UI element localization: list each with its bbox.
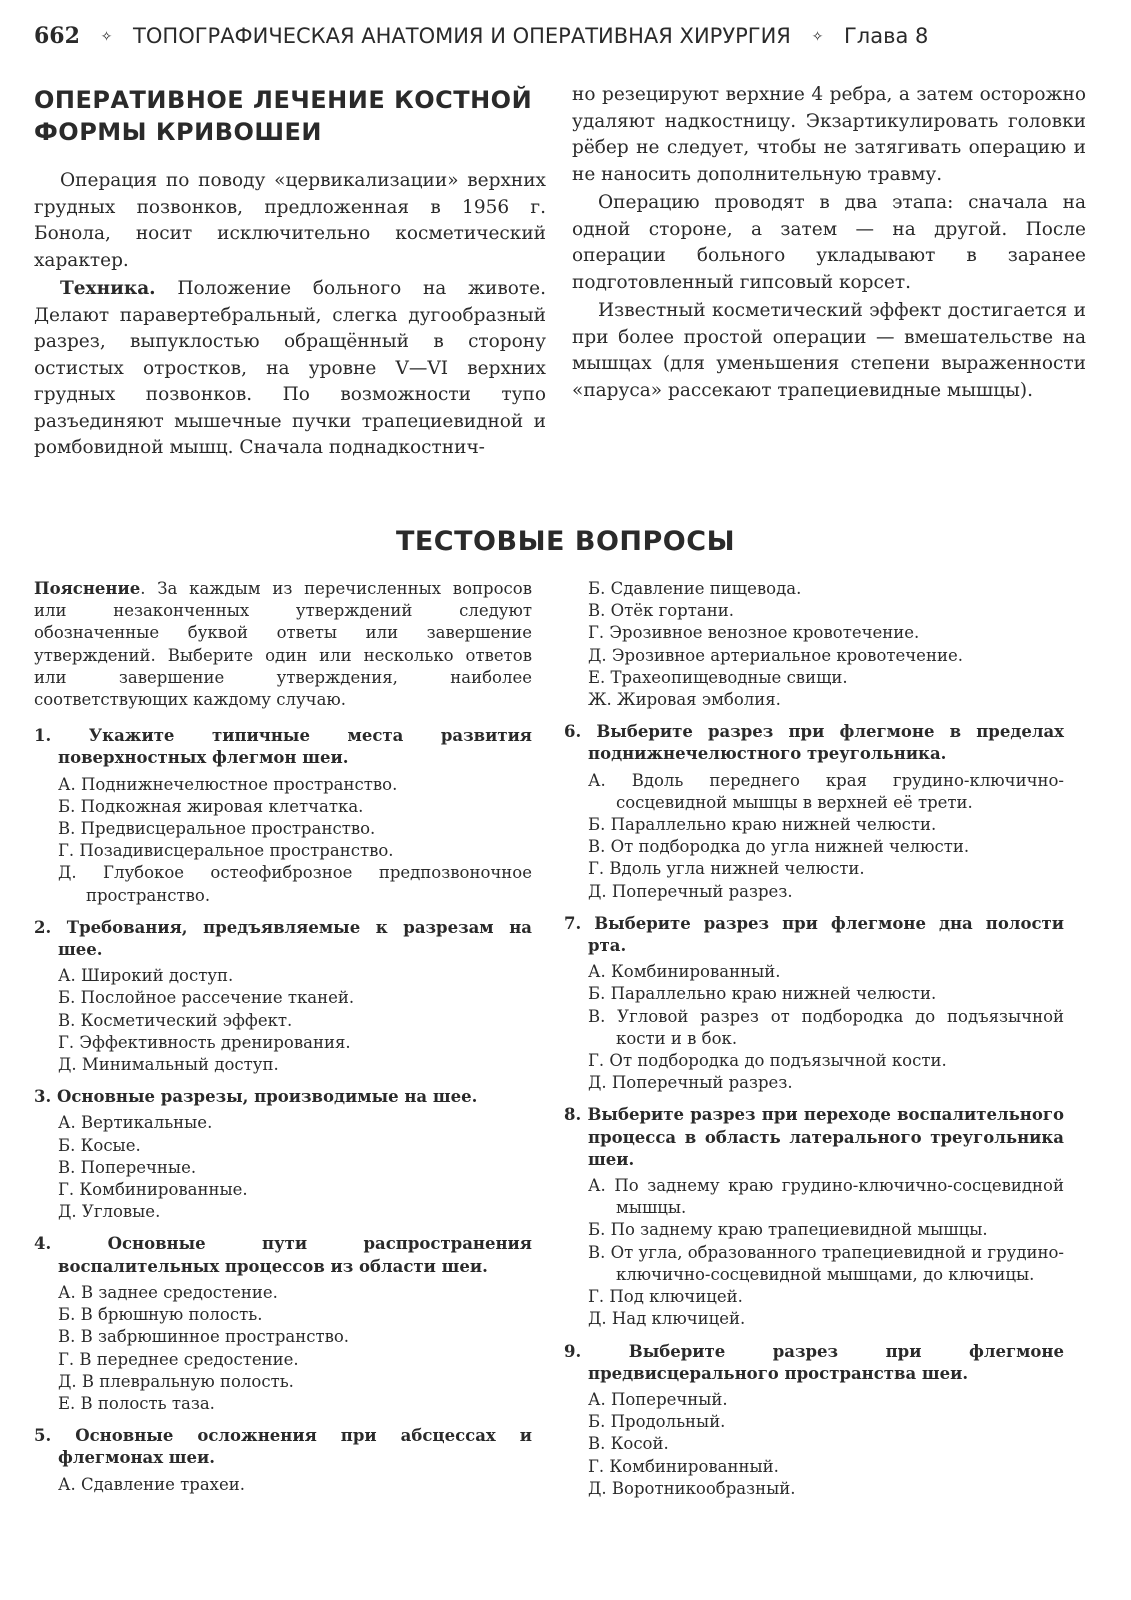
question-text: 8. Выберите разрез при переходе воспалительного процесса в область латерального треугольника шеи. — [564, 1105, 1064, 1169]
answer-option: Б. Сдавление пищевода. — [588, 579, 802, 598]
separator-icon: ✧ — [100, 29, 113, 45]
answer-option: Б. В брюшную полость. — [58, 1305, 263, 1325]
answer-option: А. Комбинированный. — [588, 962, 781, 982]
explanation-label: Пояснение — [34, 579, 141, 598]
answer-option: Б. Параллельно краю нижней челюсти. — [588, 984, 937, 1004]
answer-option: В. Косметический эффект. — [58, 1010, 293, 1030]
question-text: 9. Выберите разрез при флегмоне предвисцерального пространства шеи. — [564, 1341, 1064, 1383]
answer-option: Б. Параллельно краю нижней челюсти. — [588, 815, 937, 835]
answer-option: Д. Эрозивное артериальное кровотечение. — [588, 645, 963, 665]
answer-option: Г. Под ключицей. — [588, 1287, 743, 1307]
answer-option: А. Сдавление трахеи. — [58, 1474, 245, 1494]
answer-option: Г. Эрозивное венозное кровотечение. — [588, 623, 920, 643]
paragraph: но резецируют верхние 4 ребра, а затем осторожно удаляют надкостницу. Экзартикулировать головки рёбер не следует, чтобы не затягивать операцию и не наносить дополнительную травму. — [572, 84, 1086, 185]
answer-option: Д. Угловые. — [58, 1202, 161, 1222]
question-text: 4. Основные пути распространения воспалительных процессов из области шеи. — [34, 1234, 532, 1276]
explanation — [34, 578, 532, 711]
answer-option: А. В заднее средостение. — [58, 1282, 278, 1302]
question-5-continued — [564, 578, 1064, 711]
answer-option: Ж. Жировая эмболия. — [588, 690, 781, 710]
answer-option: Д. Воротникообразный. — [588, 1478, 796, 1498]
answer-option: Б. Послойное рассечение тканей. — [58, 988, 355, 1008]
chapter-label: Глава 8 — [844, 24, 929, 48]
answer-option: Г. Позадивисцеральное пространство. — [58, 841, 394, 861]
paragraph: Известный косметический эффект достигается и при более простой операции — вмешательстве на мышцах (для уменьшения степени выраженности «паруса» рассекают трапециевидные мышцы). — [572, 300, 1086, 401]
question-3 — [34, 1086, 532, 1223]
answer-option: А. Поднижнечелюстное пространство. — [58, 774, 398, 794]
answer-option: Д. Над ключицей. — [588, 1309, 746, 1329]
question-1 — [34, 725, 532, 907]
question-9 — [564, 1341, 1064, 1500]
question-text: 5. Основные осложнения при абсцессах и флегмонах шеи. — [34, 1426, 532, 1468]
section-body-right — [572, 82, 1086, 404]
question-4 — [34, 1233, 532, 1415]
answer-option: В. Поперечные. — [58, 1157, 197, 1177]
answer-option: В. В забрюшинное пространство. — [58, 1327, 350, 1347]
answer-option: Б. Продольный. — [588, 1412, 726, 1432]
answer-option: В. От угла, образованного трапециевидной и грудино-ключично-сосцевидной мышцами, до ключицы. — [588, 1242, 1064, 1284]
answer-option: А. Вертикальные. — [58, 1113, 213, 1133]
section-heading: ОПЕРАТИВНОЕ ЛЕЧЕНИЕ КОСТНОЙ ФОРМЫ КРИВОШЕИ — [34, 86, 533, 146]
book-title: ТОПОГРАФИЧЕСКАЯ АНАТОМИЯ И ОПЕРАТИВНАЯ ХИРУРГИЯ — [133, 24, 791, 48]
answer-option: А. Широкий доступ. — [58, 966, 234, 986]
answer-option: Г. От подбородка до подъязычной кости. — [588, 1051, 947, 1071]
question-text: 2. Требования, предъявляемые к разрезам на шее. — [34, 917, 532, 960]
question-7 — [564, 913, 1064, 1095]
paragraph-text: Положение больного на животе. Делают паравертебральный, слегка дугообразный разрез, выпуклостью обращённый в сторону остистых отростков, на уровне V—VI верхних грудных позвонков. По возможности тупо разъединяют мышечные пучки трапециевидной и ромбовидной мышц. Сначала поднадкостнич- — [34, 278, 546, 458]
answer-option: Е. В полость таза. — [58, 1393, 215, 1413]
answer-option: Б. Подкожная жировая клетчатка. — [58, 796, 364, 816]
tests-heading: ТЕСТОВЫЕ ВОПРОСЫ — [395, 526, 736, 557]
answer-option: В. Отёк гортани. — [588, 601, 734, 621]
answer-option: Д. В плевральную полость. — [58, 1371, 294, 1391]
answer-option: Б. По заднему краю трапециевидной мышцы. — [588, 1220, 988, 1240]
answer-option: В. Предвисцеральное пространство. — [58, 819, 376, 839]
technique-label: Техника. — [60, 278, 156, 299]
page-number: 662 — [34, 23, 80, 49]
question-6 — [564, 721, 1064, 903]
answer-option: Е. Трахеопищеводные свищи. — [588, 667, 848, 687]
answer-option: А. Поперечный. — [588, 1389, 728, 1409]
answer-option: Г. В переднее средостение. — [58, 1349, 299, 1369]
answer-option: Г. Вдоль угла нижней челюсти. — [588, 859, 865, 879]
answer-option: Д. Минимальный доступ. — [58, 1055, 279, 1075]
paragraph: Операция по поводу «цервикализации» верхних грудных позвонков, предложенная в 1956 г. Бонола, носит исключительно косметический характер. — [34, 170, 546, 271]
questions-right-column — [564, 578, 1064, 1510]
answer-option: Д. Глубокое остеофиброзное предпозвоночное пространство. — [58, 863, 532, 905]
answer-option: А. Вдоль переднего края грудино-ключично-сосцевидной мышцы в верхней её трети. — [588, 770, 1064, 812]
separator-icon: ✧ — [811, 29, 824, 45]
answer-option: Г. Комбинированные. — [58, 1180, 248, 1200]
question-text: 6. Выберите разрез при флегмоне в пределах поднижнечелюстного треугольника. — [564, 722, 1064, 764]
answer-option: Б. Косые. — [58, 1135, 141, 1155]
question-5 — [34, 1425, 532, 1496]
question-text: 1. Укажите типичные места развития поверхностных флегмон шеи. — [34, 726, 532, 768]
answer-option: А. По заднему краю грудино-ключично-сосцевидной мышцы. — [588, 1176, 1064, 1218]
question-2 — [34, 917, 532, 1076]
answer-option: В. Угловой разрез от подбородка до подъязычной кости и в бок. — [588, 1006, 1064, 1048]
section-body-left — [34, 168, 546, 462]
running-header — [34, 18, 1096, 54]
answer-option: Д. Поперечный разрез. — [588, 1073, 793, 1093]
answer-option: Г. Комбинированный. — [588, 1456, 779, 1476]
question-text: 7. Выберите разрез при флегмоне дна полости рта. — [564, 913, 1064, 956]
paragraph — [34, 276, 546, 462]
answer-option: В. Косой. — [588, 1434, 669, 1454]
paragraph: Операцию проводят в два этапа: сначала на одной стороне, а затем — на другой. После операции больного укладывают в заранее подготовленный гипсовый корсет. — [572, 192, 1086, 293]
answer-option: Д. Поперечный разрез. — [588, 881, 793, 901]
explanation-text: . За каждым из перечисленных вопросов или незаконченных утверждений следуют обозначенные буквой ответы или завершение утверждений. Выберите один или несколько ответов или завершение утверждения, наиболее соответствующих каждому случаю. — [34, 579, 532, 710]
answer-option: В. От подбородка до угла нижней челюсти. — [588, 837, 970, 857]
answer-option: Г. Эффективность дренирования. — [58, 1032, 351, 1052]
question-text: 3. Основные разрезы, производимые на шее. — [34, 1087, 478, 1107]
question-8 — [564, 1104, 1064, 1330]
questions-left-column — [34, 578, 532, 1506]
